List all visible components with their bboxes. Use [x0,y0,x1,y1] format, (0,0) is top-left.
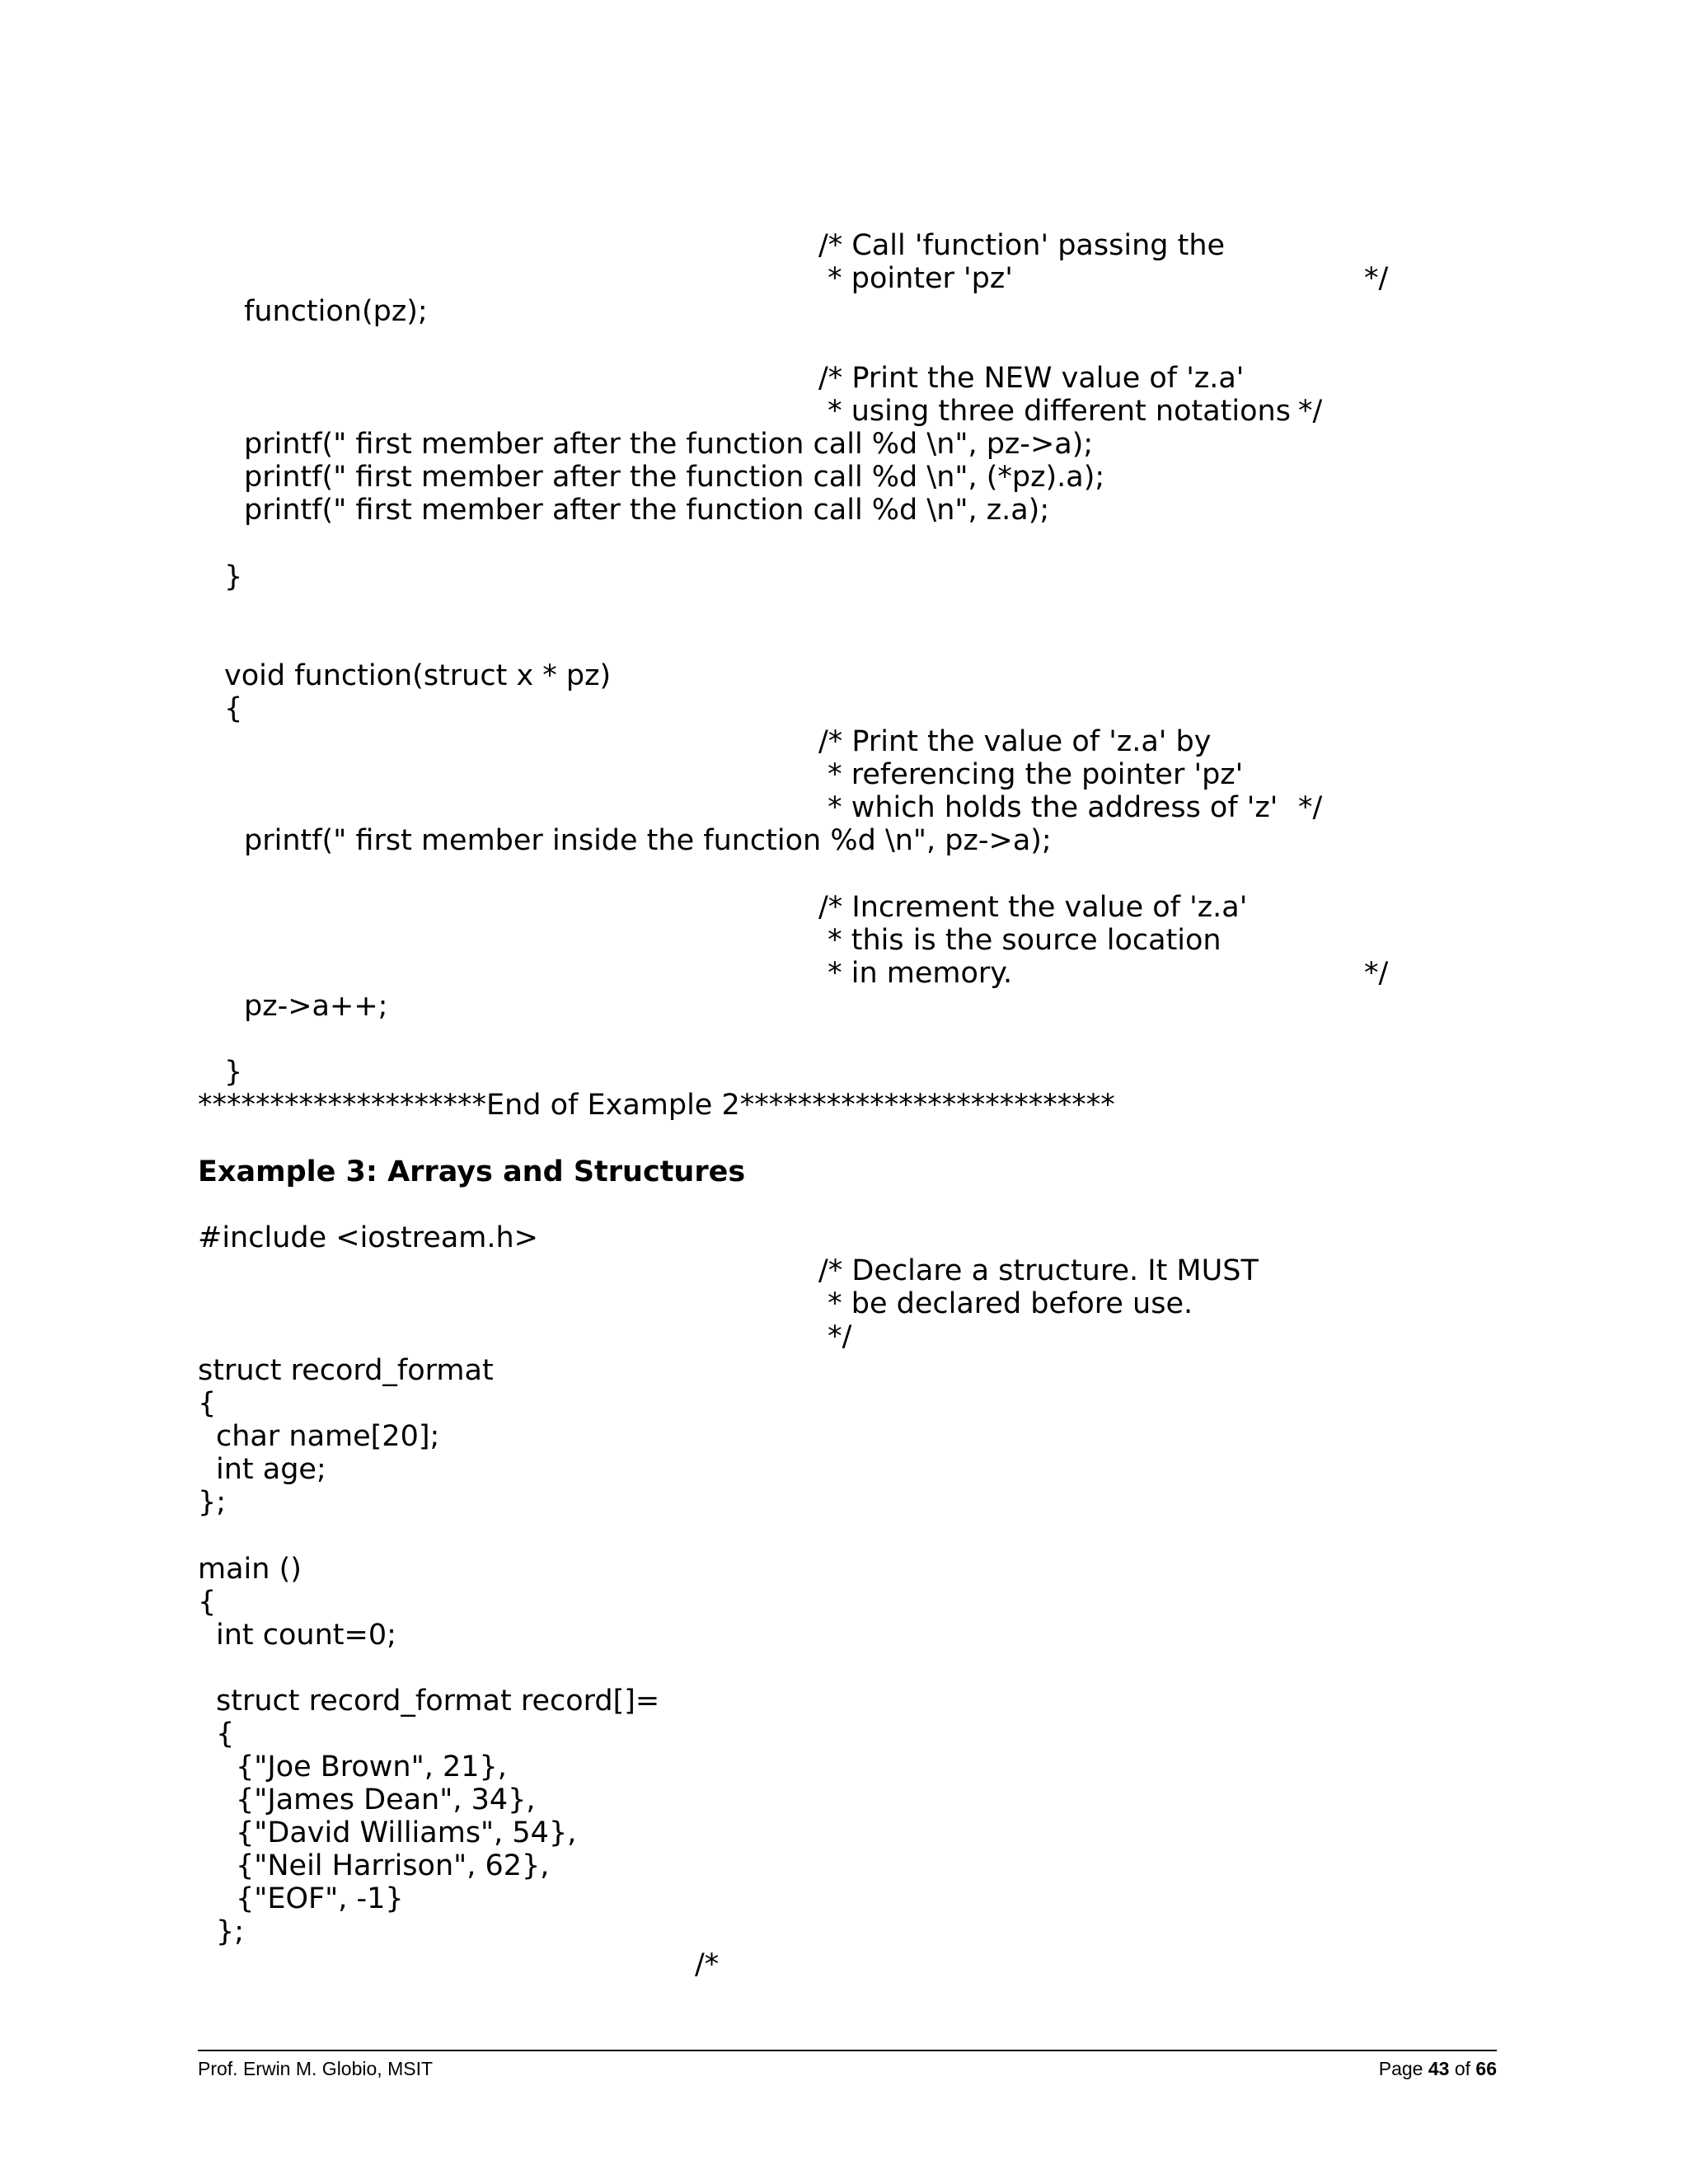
increment-statement: pz->a++; [244,990,388,1023]
include-directive: #include <iostream.h> [198,1221,539,1254]
end-of-example-marker: ********************End of Example 2************************** [198,1089,1115,1122]
footer-total-pages: 66 [1475,2058,1497,2079]
comment-inc-line3: * in memory. [818,957,1013,990]
comment-start: /* [695,1948,720,1981]
comment-inc-end: */ [1364,957,1389,990]
struct-close-brace: }; [198,1486,227,1519]
printf-direct: printf(" first member after the function call %d \n", z.a); [244,494,1050,527]
comment-print-line1: /* Print the NEW value of 'z.a' [818,362,1245,395]
comment-inc-line1: /* Increment the value of 'z.a' [818,891,1248,924]
comment-declare-line3: */ [818,1320,852,1353]
footer-author: Prof. Erwin M. Globio, MSIT [198,2058,434,2079]
section-heading: Example 3: Arrays and Structures [198,1155,746,1188]
function-open-brace: { [224,692,243,725]
function-signature: void function(struct x * pz) [224,659,612,692]
comment-declare-line1: /* Declare a structure. It MUST [818,1254,1259,1287]
printf-deref: printf(" first member after the function call %d \n", (*pz).a); [244,461,1105,494]
comment-ref-line2: * referencing the pointer 'pz' [818,758,1244,791]
count-declaration: int count=0; [216,1619,396,1652]
comment-call-end: */ [1364,262,1389,295]
main-declaration: main () [198,1553,302,1586]
array-record: {"James Dean", 34}, [236,1783,536,1816]
comment-ref-line3: * which holds the address of 'z' [818,791,1278,824]
comment-call-line1: /* Call 'function' passing the [818,229,1226,262]
printf-arrow: printf(" first member after the function call %d \n", pz->a); [244,428,1094,461]
array-record: {"Joe Brown", 21}, [236,1750,507,1783]
footer-page-word: Page [1378,2058,1423,2079]
array-close-brace: }; [216,1915,245,1948]
array-declaration: struct record_format record[]= [216,1685,660,1718]
footer-page-info [1379,2057,1497,2080]
comment-ref-line1: /* Print the value of 'z.a' by [818,725,1212,758]
comment-print-end: */ [1298,395,1323,428]
function-call: function(pz); [244,295,428,328]
struct-declaration: struct record_format [198,1354,494,1387]
array-record: {"EOF", -1} [236,1882,404,1915]
comment-declare-line2: * be declared before use. [818,1287,1193,1320]
comment-inc-line2: * this is the source location [818,924,1221,957]
comment-print-line2: * using three different notations [818,395,1291,428]
struct-member-name: char name[20]; [216,1420,440,1453]
array-record: {"Neil Harrison", 62}, [236,1849,550,1882]
comment-call-line2: * pointer 'pz' [818,262,1013,295]
printf-inside: printf(" first member inside the function %d \n", pz->a); [244,824,1052,857]
function-close-brace: } [224,1056,243,1089]
footer-of-word: of [1454,2058,1471,2079]
footer-divider [198,2050,1497,2051]
struct-member-age: int age; [216,1453,326,1486]
main-open-brace: { [198,1586,217,1619]
main-close-brace: } [224,560,243,593]
footer-page-number: 43 [1428,2058,1450,2079]
array-open-brace: { [216,1718,235,1750]
array-record: {"David Williams", 54}, [236,1816,577,1849]
struct-open-brace: { [198,1387,217,1420]
comment-ref-end: */ [1298,791,1323,824]
